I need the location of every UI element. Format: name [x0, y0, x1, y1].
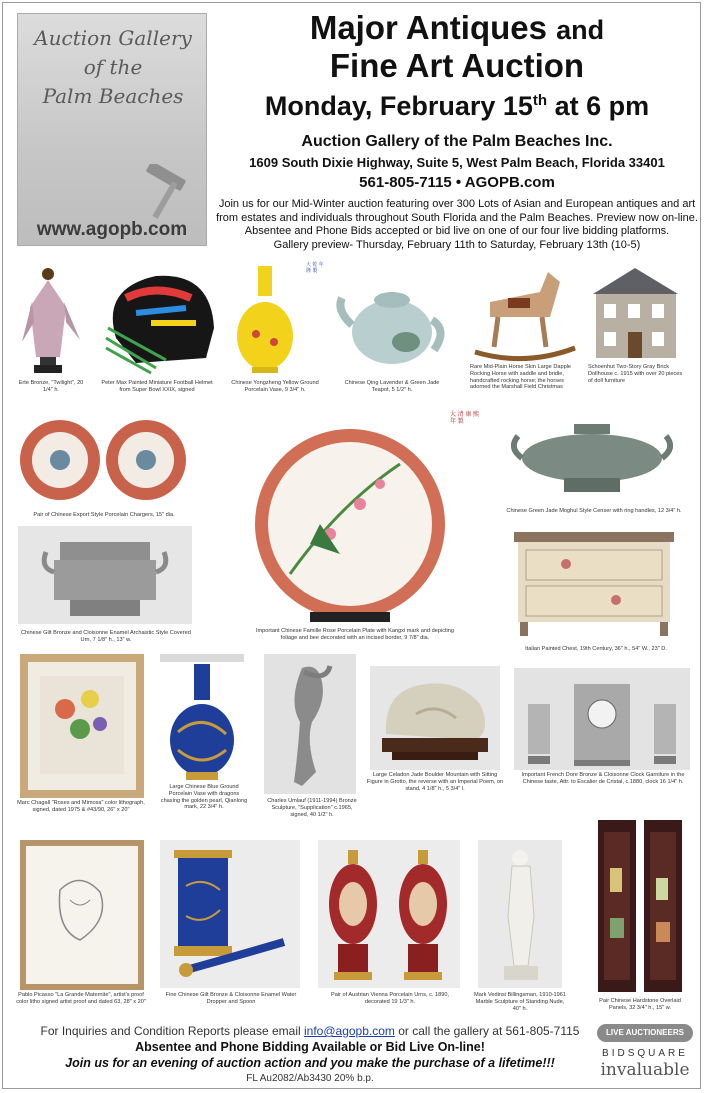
live-auctioneers-logo[interactable]: LIVE AUCTIONEERS: [597, 1024, 693, 1042]
email-link[interactable]: info@agopb.com: [304, 1024, 395, 1038]
yellow-vase-image: [230, 262, 305, 377]
marble-nude-image: [492, 846, 550, 984]
picasso-print-image: [20, 840, 144, 990]
cloisonne-dropper-image: [166, 846, 294, 984]
org-name: Auction Gallery of the Palm Beaches Inc.: [301, 133, 613, 150]
seal-mark-b: 大 清 康 熙 年 製: [450, 412, 480, 425]
blue-vase-caption: Large Chinese Blue Ground Porcelain Vase with dragons chasing the golden pearl, Qianlong mark, 22 3/4" h.: [160, 784, 248, 811]
title-line2: Fine Art Auction: [329, 47, 585, 84]
blue-vase-image: [164, 662, 240, 782]
vienna-urns-caption: Pair of Austrian Vienna Porcelain Urns, c. 1890, decorated 19 1/3" h.: [330, 992, 450, 1005]
painted-chest-image: [506, 528, 682, 638]
logo-name: [26, 24, 200, 111]
teapot-caption: Chinese Qing Lavender & Green Jade Teapot, 5 1/2" h.: [344, 380, 440, 393]
jade-teapot-image: [336, 270, 448, 372]
dollhouse-image: [588, 264, 683, 364]
yellow-vase-caption: Chinese Yongzheng Yellow Ground Porcelain Vase, 9 3/4" h.: [231, 380, 319, 393]
gavel-icon: [138, 164, 198, 224]
auction-date: [212, 91, 702, 122]
title-and: and: [556, 15, 605, 45]
inquiry-line: [20, 1024, 600, 1038]
date-text: Monday, February 15: [264, 91, 533, 121]
famille-plate-caption: Important Chinese Famille Rose Porcelain Plate with Kangxi mark and depicting foliage and bee decorated with an incised border, 9 7/8" dia.: [255, 628, 455, 641]
cloisonne-caption: Fine Chinese Gilt Bronze & Cloisonne Enamel Water Dropper and Spoon: [165, 992, 297, 1005]
jade-boulder-image: [376, 674, 494, 764]
logo-name-line3: Palm Beaches: [42, 84, 184, 108]
marble-caption: Mark Vedinsi Billingsman, 1910-1961 Marble Sculpture of Standing Nude, 40" h.: [473, 992, 567, 1012]
date-suffix: th: [532, 92, 548, 109]
phone-web[interactable]: 561-805-7115 • AGOPB.com: [359, 174, 555, 191]
panels-caption: Pair Chinese Hardstone Overlaid Panels, 32 3/4" h., 15" w.: [599, 998, 681, 1011]
inquiry-post: or call the gallery at 561-805-7115: [398, 1024, 580, 1038]
bidsquare-logo[interactable]: BIDSQUARE: [602, 1048, 688, 1059]
logo-name-line2: of the: [83, 55, 143, 79]
chargers-image: [18, 414, 188, 506]
jade-censer-caption: Chinese Green Jade Moghul Style Censer with ring handles, 12 3/4" h.: [506, 508, 682, 514]
jade-boulder-caption: Large Celadon Jade Boulder Mountain with Sitting Figure in Grotto, the reverse with an Imperial Poem, on stand, 4 1/8" h., 5 3/4" l.: [366, 772, 504, 792]
erte-bronze-image: [20, 262, 82, 377]
description-line3: Absentee and Phone Bids accepted or bid live on one of our four live bidding platforms.: [244, 225, 670, 237]
chagall-caption: Marc Chagall "Roses and Mimosa" color lithograph, signed, dated 1975 & #43/90, 26" x 20": [17, 800, 145, 813]
helmet-caption: Peter Max Painted Miniature Football Helmet from Super Bowl XXIX, signed: [101, 380, 213, 393]
description-line2: from estates and individuals throughout South Florida and the Palm Beaches. Preview now on-line.: [216, 211, 698, 224]
description-line1: Join us for our Mid-Winter auction featuring over 300 Lots of Asian and European antiques and art: [218, 198, 696, 210]
blue-vase-photo-bg: [160, 654, 244, 662]
address: 1609 South Dixie Highway, Suite 5, West Palm Beach, Florida 33401: [249, 155, 665, 170]
description: [210, 198, 704, 252]
horse-caption: Rare Mid-Plain Horse Skin Large Dapple Rocking Horse with saddle and bridle, handcrafted rocking horse; the horses adorned the Marshall Field Christmas: [470, 364, 572, 391]
description-line4: Gallery preview- Thursday, February 11th to Saturday, February 13th (10-5): [273, 238, 641, 251]
logo-name-line1: Auction Gallery: [34, 26, 192, 50]
date-time: at 6 pm: [554, 91, 650, 121]
picasso-caption: Pablo Picasso "La Grande Maternite", artist's proof color litho signed artist proof and dated 63, 28" x 20": [16, 992, 146, 1005]
archaic-urn-image: [40, 532, 170, 620]
bidding-line: Absentee and Phone Bidding Available or Bid Live On-line!: [135, 1040, 485, 1054]
rocking-horse-image: [470, 262, 580, 362]
erte-caption: Erte Bronze, "Twilight", 20 1/4" h.: [18, 380, 84, 393]
vienna-urns-image: [324, 844, 454, 984]
title-line1: [212, 10, 702, 48]
gallery-logo[interactable]: [17, 13, 207, 246]
inquiry-pre: For Inquiries and Condition Reports please email: [40, 1024, 301, 1038]
logo-url[interactable]: www.agopb.com: [36, 219, 188, 240]
invitation-line: Join us for an evening of auction action and you make the purchase of a lifetime!!!: [65, 1056, 555, 1070]
title-part1: Major Antiques: [309, 9, 547, 46]
hardstone-panels-image: [596, 818, 684, 994]
clock-garniture-image: [518, 674, 686, 768]
seal-mark-a: 大 乾 年 隆 製: [306, 262, 324, 274]
archaic-urn-caption: Chinese Gilt Bronze and Cloisonne Enamel Archaistic Style Covered Urn, 7 1/8" h., 13" w.: [21, 630, 191, 643]
chagall-print-image: [20, 654, 144, 798]
dollhouse-caption: Schoenhut Two-Story Gray Brick Dollhouse c. 1915 with over 20 pieces of doll furniture: [588, 364, 683, 384]
famille-rose-plate-image: [250, 424, 450, 624]
invaluable-logo[interactable]: invaluable: [600, 1060, 690, 1080]
chest-caption: Italian Painted Chest, 19th Century, 36" h., 54" W., 23" D.: [525, 646, 667, 652]
clock-caption: Important French Dore Bronze & Cloisonne Clock Garniture in the Chinese taste, Attr. to Escalier de Cristal, c.1880, clock 16 1/4" h.: [521, 772, 685, 785]
chargers-caption: Pair of Chinese Export Style Porcelain Chargers, 15" dia.: [33, 512, 175, 518]
football-helmet-image: [96, 268, 218, 376]
umlauf-sculpture-image: [282, 662, 340, 792]
jade-censer-image: [504, 418, 680, 500]
license-line: FL Au2082/Ab3430 20% b.p.: [246, 1073, 374, 1084]
umlauf-caption: Charles Umlauf (1911-1994) Bronze Sculpture, "Supplication" c.1965, signed, 40 1/2" h.: [267, 798, 357, 818]
